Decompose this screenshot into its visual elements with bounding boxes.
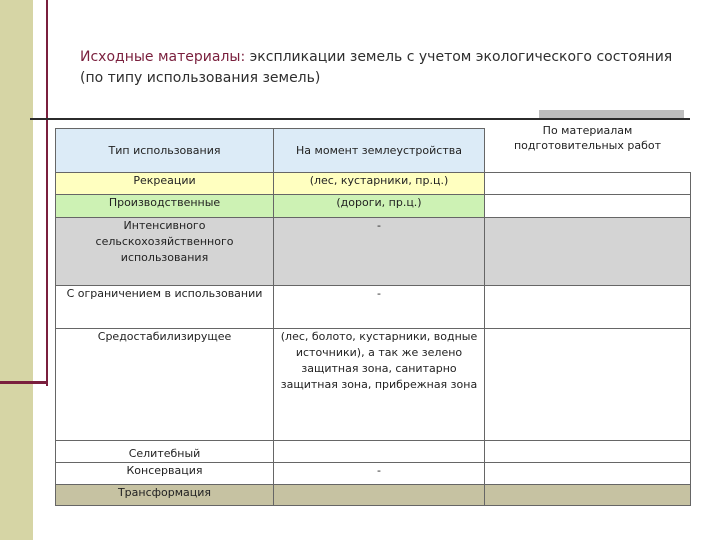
row-prep <box>485 329 691 441</box>
row-prep <box>485 218 691 286</box>
table-row <box>56 485 691 506</box>
land-explication-table <box>55 124 691 506</box>
row-prep <box>485 173 691 195</box>
row-type: Трансформация <box>56 485 274 506</box>
table-row <box>56 173 691 195</box>
header-prep: По материалам подготовительных работ <box>485 123 691 167</box>
row-current <box>274 485 485 506</box>
table-row <box>56 441 691 463</box>
title-text: экспликации земель с учетом экологического состояния (по типу использования земель) <box>80 49 673 86</box>
row-type: Консервация <box>56 463 274 485</box>
title-rule <box>30 118 690 120</box>
row-current: - <box>274 463 485 485</box>
row-type: Производственные <box>56 195 274 218</box>
row-current <box>274 441 485 463</box>
table-row <box>56 218 691 286</box>
table-row <box>56 195 691 218</box>
row-type: Рекреации <box>56 173 274 195</box>
row-current: (лес, кустарники, пр.ц.) <box>274 173 485 195</box>
row-type: С ограничением в использовании <box>56 286 274 329</box>
row-current: - <box>274 286 485 329</box>
row-prep <box>485 195 691 218</box>
row-prep <box>485 485 691 506</box>
row-prep <box>485 463 691 485</box>
row-current: (лес, болото, кустарники, водные источники), а так же зелено защитная зона, санитарно защитная зона, прибрежная зона <box>274 329 485 441</box>
left-accent-line <box>46 0 48 386</box>
row-prep <box>485 441 691 463</box>
left-accent-line-bottom <box>0 381 48 384</box>
title-prefix: Исходные материалы: <box>80 49 246 65</box>
table-row <box>56 286 691 329</box>
left-decor-bar <box>0 0 33 540</box>
row-type: Интенсивного сельскохозяйственного использования <box>56 218 274 286</box>
table-row <box>56 329 691 441</box>
row-prep <box>485 286 691 329</box>
row-type: Селитебный <box>56 441 274 463</box>
table-row <box>56 463 691 485</box>
header-type: Тип использования <box>56 129 274 173</box>
header-current: На момент землеустройства <box>274 129 485 173</box>
row-current: - <box>274 218 485 286</box>
table-header-row <box>56 129 691 173</box>
row-current: (дороги, пр.ц.) <box>274 195 485 218</box>
slide-title <box>80 47 680 89</box>
row-type: Средостабилизирущее <box>56 329 274 441</box>
